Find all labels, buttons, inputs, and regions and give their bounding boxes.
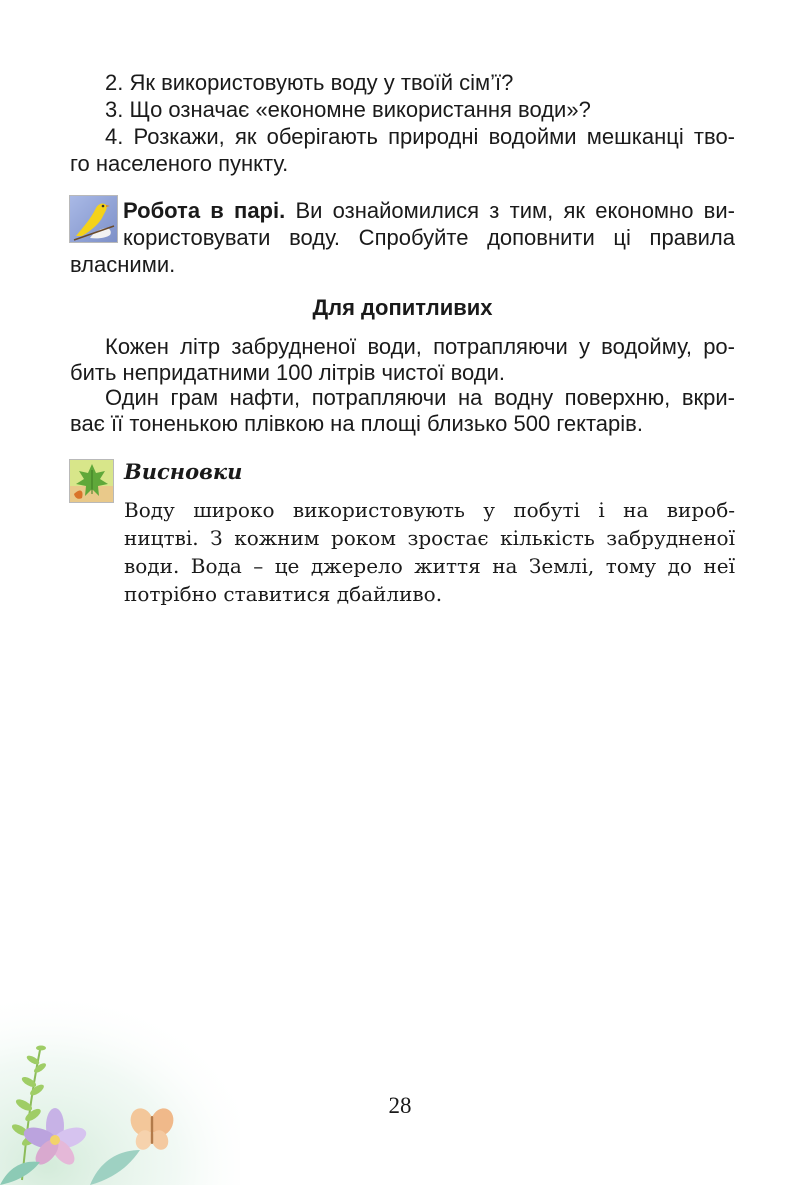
page-number: 28 [388, 1093, 412, 1118]
curious-heading: Для допитливих [312, 295, 493, 320]
conclusions-line-3: води. Вода – це джерело життя на Землі, тому до неї [124, 554, 735, 578]
question-4-line-1: 4. Розкажи, як оберігають природні водойми мешканці тво- [105, 124, 735, 149]
conclusions-title: Висновки [124, 459, 243, 484]
pair-work-line-2: користовувати воду. Спробуйте доповнити ці правила [123, 225, 735, 250]
question-3: 3. Що означає «економне використання води»? [105, 97, 591, 122]
floral-decoration [0, 990, 240, 1185]
curious-p2-line-2: ває її тоненькою плівкою на площі близько 500 гектарів. [70, 411, 643, 436]
pair-work-line-3: власними. [70, 252, 176, 277]
curious-p1-line-1: Кожен літр забрудненої води, потрапляючи у водойму, ро- [105, 334, 735, 359]
pair-work-title: Робота в парі. [123, 198, 286, 223]
question-2: 2. Як використовують воду у твоїй сім’ї? [105, 70, 514, 95]
pair-work-line-1 [123, 197, 735, 224]
conclusions-line-4: потрібно ставитися дбайливо. [124, 582, 443, 606]
curious-p2-line-1: Один грам нафти, потрапляючи на водну поверхню, вкри- [105, 385, 735, 410]
bird-icon [69, 195, 118, 243]
pair-work-line-1-text: Ви ознайомилися з тим, як економно ви- [285, 198, 735, 223]
conclusions-line-2: ництві. З кожним роком зростає кількість забрудненої [124, 526, 735, 550]
leaf-icon [69, 459, 114, 503]
curious-p1-line-2: бить непридатними 100 літрів чистої води. [70, 360, 506, 385]
question-4-line-2: го населеного пункту. [70, 151, 289, 176]
conclusions-line-1: Воду широко використовують у побуті і на вироб- [124, 498, 735, 522]
